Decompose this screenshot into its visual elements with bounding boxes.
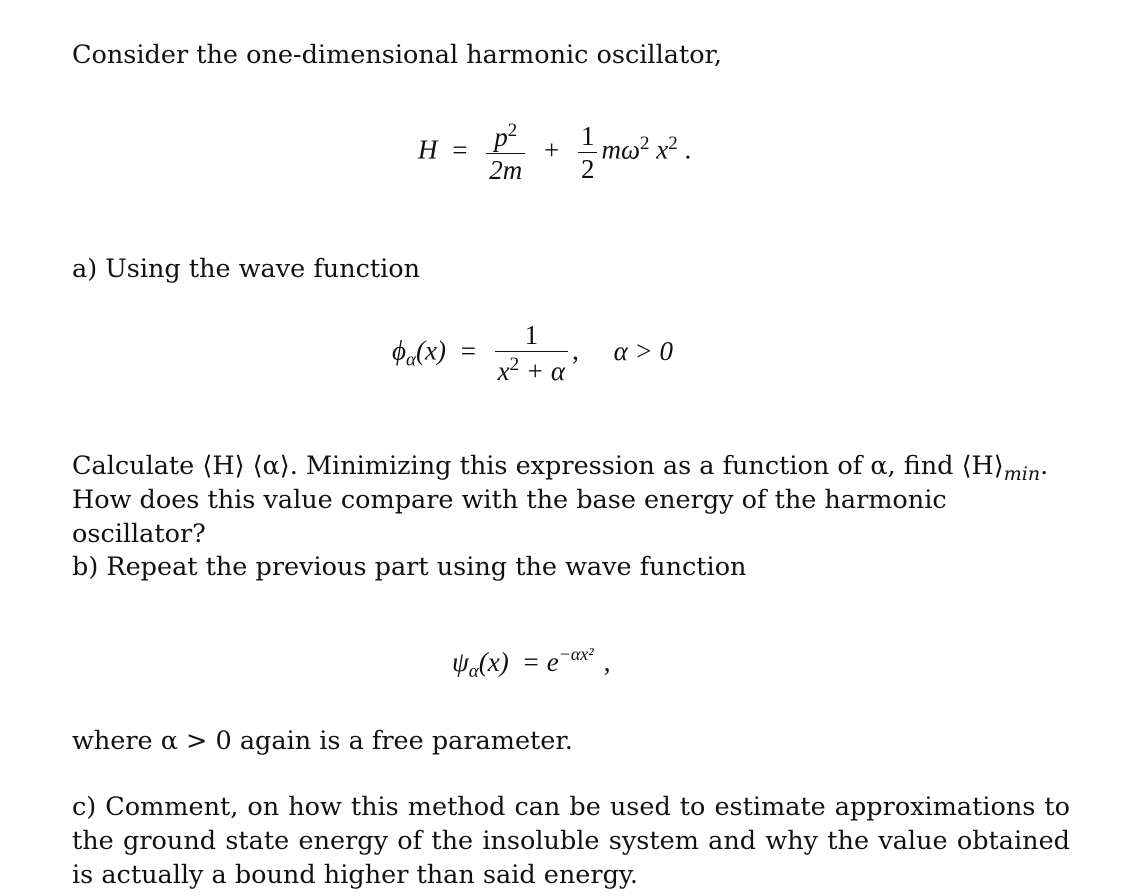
half-numerator: 1 — [578, 123, 598, 153]
phi-equals: = — [460, 335, 476, 366]
psi-comma: , — [603, 647, 611, 677]
omega-symbol: ω — [620, 134, 641, 165]
x-symbol: x — [656, 134, 669, 165]
part-c-text: c) Comment, on how this method can be used to estimate approximations to the ground state energy of the insoluble system and why the value obtained is actually a bound higher than said energy. — [72, 792, 1070, 890]
kinetic-numerator-exp: 2 — [507, 120, 518, 141]
hamiltonian-equation — [418, 121, 691, 184]
phi-equation — [392, 322, 673, 385]
phi-comma: , — [572, 335, 579, 366]
min-subscript: min — [1003, 463, 1041, 485]
psi-symbol: ψ — [452, 647, 469, 677]
eq-h-equals: = — [452, 134, 468, 165]
x-exp: 2 — [668, 132, 678, 154]
phi-denominator-x: x — [497, 356, 510, 386]
alpha-condition: α > 0 — [613, 335, 673, 366]
phi-denominator-rest: + α — [525, 356, 566, 386]
half-fraction — [578, 120, 598, 184]
psi-exp-base: e — [546, 647, 559, 677]
half-denominator: 2 — [580, 153, 595, 184]
part-b-lead: b) Repeat the previous part using the wave function — [72, 552, 747, 582]
mass-symbol: m — [601, 134, 621, 165]
phi-numerator: 1 — [495, 322, 568, 352]
kinetic-fraction — [486, 121, 525, 184]
phi-subscript: α — [405, 349, 416, 371]
part-a-question-line1-end: . — [1040, 451, 1049, 481]
part-a-lead: a) Using the wave function — [72, 254, 421, 284]
kinetic-numerator: p — [494, 122, 508, 152]
intro-text: Consider the one-dimensional harmonic oscillator, — [72, 40, 723, 70]
eq-h-period: . — [684, 134, 692, 165]
part-b-tail: where α > 0 again is a free parameter. — [72, 726, 573, 756]
part-a-question-line1-text: Calculate ⟨H⟩ ⟨α⟩. Minimizing this expression as a function of α, find ⟨H⟩ — [72, 451, 1004, 481]
psi-argument: (x) — [478, 647, 509, 677]
kinetic-denominator: 2m — [489, 155, 523, 185]
psi-equation — [452, 645, 610, 681]
psi-subscript: α — [468, 661, 479, 682]
phi-argument: (x) — [415, 335, 446, 366]
omega-exp: 2 — [640, 132, 650, 154]
psi-equals: = — [523, 647, 539, 677]
psi-exponent: −αx² — [558, 644, 594, 664]
eq-h-plus: + — [543, 134, 560, 165]
part-a-question-line2: How does this value compare with the base energy of the harmonic oscillator? — [72, 485, 947, 549]
phi-fraction — [495, 322, 568, 385]
phi-symbol: ϕ — [392, 335, 406, 366]
phi-denominator-exp: 2 — [509, 354, 520, 375]
eq-h-lhs: H — [418, 134, 438, 165]
